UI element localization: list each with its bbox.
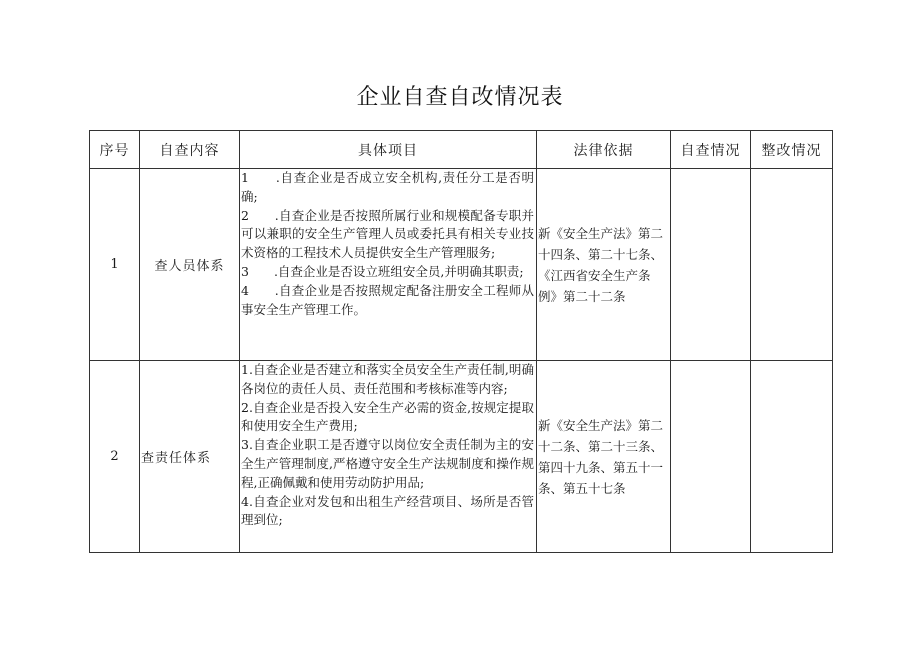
row-self-check[interactable] [671,169,751,361]
header-self-check: 自查情况 [671,131,751,169]
row-basis: 新《安全生产法》第二十四条、第二十七条、《江西省安全生产条例》第二十二条 [537,169,671,361]
item-text: 3 .自查企业是否设立班组安全员,并明确其职责; [241,263,524,279]
self-check-table [89,130,833,553]
row-rectify[interactable] [751,169,833,361]
row-content: 查人员体系 [140,169,240,361]
row-self-check[interactable] [671,361,751,553]
item-text: 4 .自查企业是否按照规定配备注册安全工程师从事安全生产管理工作。 [241,282,534,317]
row-content: 查责任体系 [140,361,240,553]
header-rectify: 整改情况 [751,131,833,169]
row-rectify[interactable] [751,361,833,553]
header-items: 具体项目 [240,131,537,169]
item-text: 2 .自查企业是否按照所属行业和规模配备专职并可以兼职的安全生产管理人员或委托具有相关专业技术资格的工程技术人员提供安全生产管理服务; [241,207,534,261]
table-row [90,169,833,361]
item-text: 3.自查企业职工是否遵守以岗位安全责任制为主的安全生产管理制度,严格遵守安全生产法规制度和操作规程,正确佩戴和使用劳动防护用品; [241,437,534,490]
item-text: 4.自查企业对发包和出租生产经营项目、场所是否管理到位; [241,493,534,528]
row-items [240,361,537,553]
row-basis: 新《安全生产法》第二十二条、第二十三条、第四十九条、第五十一条、第五十七条 [537,361,671,553]
row-seq: 2 [90,361,140,553]
header-seq: 序号 [90,131,140,169]
item-text: 1 .自查企业是否成立安全机构,责任分工是否明确; [241,170,534,204]
item-text: 1.自查企业是否建立和落实全员安全生产责任制,明确各岗位的责任人员、责任范围和考核标准等内容; [241,362,534,396]
header-content: 自查内容 [140,131,240,169]
document-title: 企业自查自改情况表 [356,85,564,110]
header-basis: 法律依据 [537,131,671,169]
row-seq: 1 [90,169,140,361]
table-row [90,361,833,553]
table-header-row [90,131,833,169]
row-items [240,169,537,361]
item-text: 2.自查企业是否投入安全生产必需的资金,按规定提取和使用安全生产费用; [241,399,534,434]
